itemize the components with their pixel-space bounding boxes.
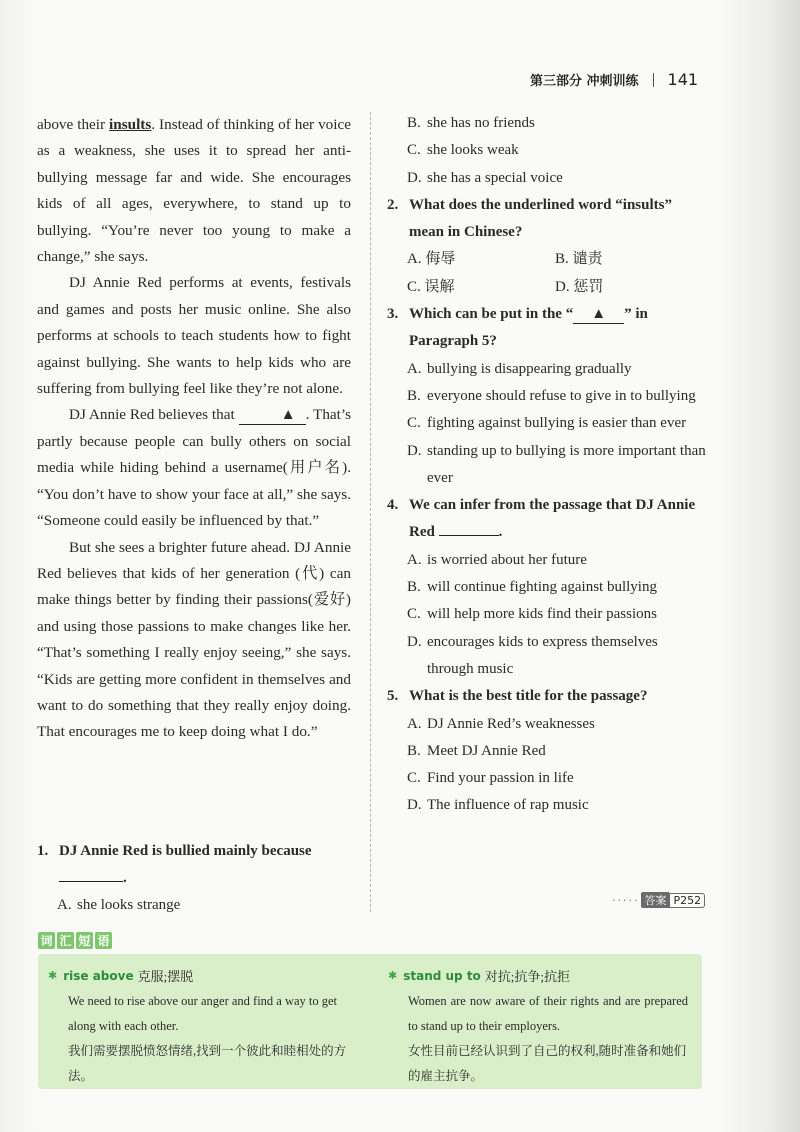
question-2-options-ab (387, 246, 707, 273)
answer-blank (439, 535, 499, 536)
question-3-stem: 3. Which can be put in the “ ▲ ” in Paragraph 5? (387, 306, 648, 350)
passage-paragraph-1: above their insults. Instead of thinking of her voice as a weakness, she uses it to spread her anti-bullying message far and wide. She encourages kids of all ages, everywhere, to stand up to bullying. “You’re never too young to make a change,” she says. (37, 116, 351, 266)
question-4-option-a: A. is worried about her future (407, 551, 587, 568)
passage-blank: ▲ (239, 406, 306, 425)
answer-blank (59, 881, 123, 882)
vocab-entry-rise-above: ✱ rise above 克服;摆脱 We need to rise above our anger and find a way to get along with each other. 我们需要摆脱愤怒情绪,找到一个彼此和睦相处的方法。 (48, 964, 348, 1089)
page-header (530, 70, 698, 89)
answer-label: 答案 (641, 892, 669, 908)
question-4-stem: 4. We can infer from the passage that DJ Annie Red . (387, 497, 696, 541)
section-title: 第三部分 冲刺训练 (530, 74, 639, 89)
passage-paragraph-4: But she sees a brighter future ahead. DJ Annie Red believes that kids of her generation (代) can make things better by finding their passions(爱好) and using those passions to make changes like her. “That’s something I really enjoy seeing,” she says. “Kids are getting more confident in themselves and want to do something that they really enjoy doing. That encourages me to keep doing what I do.” (37, 538, 351, 741)
question-5-stem: 5. What is the best title for the passage? (387, 688, 648, 705)
question-3-option-a: A. bullying is disappearing gradually (407, 360, 632, 377)
vocab-entry-stand-up-to: ✱ stand up to 对抗;抗争;抗拒 Women are now aware of their rights and are prepared to stand up to their employers. 女性目前已经认识到了自己的权利,随时准备和她们的雇主抗争。 (388, 964, 688, 1089)
question-2-option-d: D. 惩罚 (555, 278, 604, 295)
passage-paragraph-2: DJ Annie Red performs at events, festivals and games and posts her music online. She also performs at schools to teach students how to fight against bullying. She wants to help kids who are suffering from bullying feel like they’re not alone. (37, 274, 351, 398)
reading-passage (37, 112, 351, 746)
question-3-option-d: D. standing up to bullying is more important than ever (407, 442, 706, 486)
question-1-option-c: C. she looks weak (407, 142, 519, 159)
underlined-word: insults (109, 116, 152, 133)
page-number: 141 (667, 70, 699, 89)
vocab-example-en: Women are now aware of their rights and are prepared to stand up to their employers. (408, 994, 688, 1033)
question-1-option-a: A. she looks strange (57, 897, 181, 913)
question-1-option-b: B. she has no friends (407, 115, 535, 131)
question-4-option-d: D. encourages kids to express themselves through music (407, 633, 658, 677)
question-5-option-c: C. Find your passion in life (407, 770, 574, 787)
vocab-example-zh: 我们需要摆脱愤怒情绪,找到一个彼此和睦相处的方法。 (68, 1044, 347, 1083)
question-2-option-c: C. 误解 (407, 278, 455, 295)
question-2-options-cd (387, 274, 707, 301)
star-icon: ✱ (388, 970, 398, 982)
question-1 (37, 838, 357, 919)
question-5-option-b: B. Meet DJ Annie Red (407, 742, 546, 759)
vocab-example-en: We need to rise above our anger and find a way to get along with each other. (68, 994, 338, 1033)
answer-reference: ····· 答案 P252 (612, 892, 705, 908)
header-separator (653, 73, 654, 87)
question-3-option-b: B. everyone should refuse to give in to bullying (407, 387, 696, 404)
vocab-example-zh: 女性目前已经认识到了自己的权利,随时准备和她们的雇主抗争。 (408, 1044, 687, 1083)
vocab-box (38, 954, 702, 1089)
star-icon: ✱ (48, 970, 58, 982)
vocab-section-title: 词 汇 短 语 (38, 932, 112, 949)
question-2-option-a: A. 侮辱 (407, 251, 456, 268)
question-4-option-b: B. will continue fighting against bullying (407, 579, 657, 596)
questions-column (387, 110, 707, 820)
question-5-option-a: A. DJ Annie Red’s weaknesses (407, 715, 595, 732)
question-3-option-c: C. fighting against bullying is easier than ever (407, 415, 687, 432)
question-1-option-d: D. she has a special voice (407, 169, 563, 186)
column-divider (370, 112, 371, 912)
question-2-stem: 2. What does the underlined word “insults” mean in Chinese? (387, 196, 672, 241)
answer-page: P252 (669, 893, 705, 908)
question-2-option-b: B. 谴责 (555, 251, 603, 268)
question-4-option-c: C. will help more kids find their passions (407, 606, 657, 623)
question-5-option-d: D. The influence of rap music (407, 797, 589, 814)
question-1-stem: 1. DJ Annie Red is bullied mainly because . (37, 843, 312, 886)
question-blank: ▲ (573, 305, 624, 324)
passage-paragraph-3: DJ Annie Red believes that ▲ . That’s partly because people can bully others on social media while hiding behind a username(用户名). “You don’t have to show your face at all,” she says. “Someone could easily be influenced by that.” (37, 406, 352, 530)
